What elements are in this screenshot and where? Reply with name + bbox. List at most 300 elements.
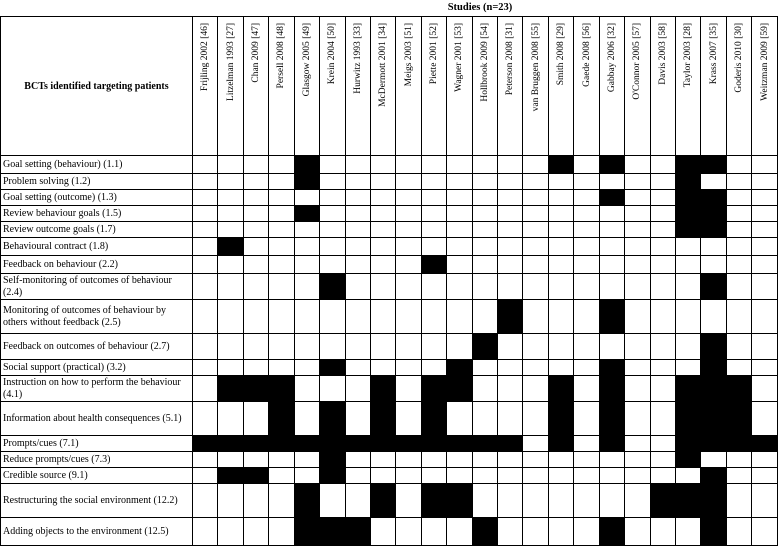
- cell-empty: [726, 156, 751, 174]
- cell-empty: [421, 206, 446, 222]
- bct-label: Review outcome goals (1.7): [1, 222, 193, 238]
- cell-filled: [676, 436, 701, 452]
- cell-empty: [498, 274, 523, 300]
- cell-filled: [447, 360, 472, 376]
- cell-filled: [676, 156, 701, 174]
- cell-empty: [396, 518, 421, 546]
- cell-empty: [218, 256, 243, 274]
- cell-empty: [676, 334, 701, 360]
- bct-label: Self-monitoring of outcomes of behaviour (2.4): [1, 274, 193, 300]
- table-row: [1, 206, 778, 222]
- cell-filled: [447, 436, 472, 452]
- cell-empty: [752, 376, 778, 402]
- cell-empty: [676, 468, 701, 484]
- study-column-header: [370, 17, 395, 156]
- cell-filled: [294, 206, 319, 222]
- cell-empty: [421, 238, 446, 256]
- cell-empty: [650, 436, 675, 452]
- table-row: [1, 190, 778, 206]
- cell-empty: [498, 376, 523, 402]
- cell-empty: [548, 452, 573, 468]
- cell-empty: [345, 300, 370, 334]
- cell-empty: [472, 256, 497, 274]
- bct-label: Reduce prompts/cues (7.3): [1, 452, 193, 468]
- cell-filled: [701, 360, 726, 376]
- cell-empty: [574, 174, 599, 190]
- cell-empty: [599, 484, 624, 518]
- cell-empty: [498, 360, 523, 376]
- study-column-header: [472, 17, 497, 156]
- table-row: [1, 222, 778, 238]
- cell-empty: [574, 436, 599, 452]
- cell-filled: [294, 484, 319, 518]
- studies-count-label: Studies (n=23): [447, 2, 513, 13]
- cell-empty: [599, 206, 624, 222]
- cell-empty: [625, 334, 650, 360]
- cell-empty: [370, 334, 395, 360]
- cell-filled: [701, 518, 726, 546]
- bct-label: Monitoring of outcomes of behaviour by others without feedback (2.5): [1, 300, 193, 334]
- cell-empty: [574, 484, 599, 518]
- study-column-header: [625, 17, 650, 156]
- cell-empty: [345, 376, 370, 402]
- cell-empty: [625, 190, 650, 206]
- cell-empty: [421, 360, 446, 376]
- study-column-header: [447, 17, 472, 156]
- cell-empty: [498, 256, 523, 274]
- cell-filled: [548, 376, 573, 402]
- cell-empty: [625, 206, 650, 222]
- cell-filled: [599, 402, 624, 436]
- cell-empty: [294, 238, 319, 256]
- cell-empty: [498, 190, 523, 206]
- cell-empty: [396, 174, 421, 190]
- cell-filled: [243, 436, 268, 452]
- cell-filled: [599, 156, 624, 174]
- cell-empty: [447, 518, 472, 546]
- cell-filled: [548, 436, 573, 452]
- cell-filled: [650, 484, 675, 518]
- cell-empty: [548, 206, 573, 222]
- cell-filled: [701, 222, 726, 238]
- cell-empty: [192, 190, 217, 206]
- cell-empty: [498, 452, 523, 468]
- bct-column-title: BCTs identified targeting patients: [1, 17, 193, 156]
- cell-empty: [269, 518, 294, 546]
- cell-empty: [345, 402, 370, 436]
- cell-empty: [370, 174, 395, 190]
- cell-empty: [243, 518, 268, 546]
- cell-filled: [243, 468, 268, 484]
- cell-empty: [320, 174, 345, 190]
- cell-empty: [548, 222, 573, 238]
- cell-filled: [269, 376, 294, 402]
- cell-empty: [192, 468, 217, 484]
- cell-empty: [192, 256, 217, 274]
- cell-empty: [574, 468, 599, 484]
- cell-empty: [574, 156, 599, 174]
- cell-filled: [599, 436, 624, 452]
- cell-empty: [599, 468, 624, 484]
- cell-filled: [421, 436, 446, 452]
- cell-empty: [370, 274, 395, 300]
- study-column-header: [548, 17, 573, 156]
- cell-empty: [370, 360, 395, 376]
- cell-empty: [472, 190, 497, 206]
- cell-empty: [447, 402, 472, 436]
- cell-empty: [625, 436, 650, 452]
- cell-empty: [243, 484, 268, 518]
- study-column-header: [599, 17, 624, 156]
- cell-filled: [370, 376, 395, 402]
- cell-empty: [370, 256, 395, 274]
- cell-empty: [243, 206, 268, 222]
- cell-empty: [243, 300, 268, 334]
- cell-empty: [396, 484, 421, 518]
- table-row: [1, 468, 778, 484]
- study-name: Davis 2003 [58]: [657, 23, 668, 85]
- bct-label: Goal setting (behaviour) (1.1): [1, 156, 193, 174]
- cell-filled: [726, 436, 751, 452]
- cell-filled: [370, 436, 395, 452]
- cell-empty: [294, 222, 319, 238]
- cell-empty: [498, 174, 523, 190]
- cell-empty: [192, 376, 217, 402]
- cell-empty: [650, 518, 675, 546]
- cell-filled: [676, 206, 701, 222]
- cell-filled: [269, 436, 294, 452]
- cell-empty: [676, 300, 701, 334]
- cell-filled: [548, 402, 573, 436]
- cell-empty: [726, 334, 751, 360]
- cell-empty: [752, 334, 778, 360]
- cell-empty: [243, 256, 268, 274]
- cell-filled: [294, 174, 319, 190]
- study-name: McDermott 2001 [34]: [378, 23, 389, 107]
- cell-empty: [625, 238, 650, 256]
- bct-label: Adding objects to the environment (12.5): [1, 518, 193, 546]
- cell-empty: [447, 452, 472, 468]
- bct-label: Prompts/cues (7.1): [1, 436, 193, 452]
- table-row: [1, 274, 778, 300]
- cell-empty: [345, 274, 370, 300]
- table-row: [1, 518, 778, 546]
- bct-label: Social support (practical) (3.2): [1, 360, 193, 376]
- cell-empty: [269, 190, 294, 206]
- cell-empty: [447, 256, 472, 274]
- cell-empty: [726, 174, 751, 190]
- cell-filled: [345, 518, 370, 546]
- cell-empty: [701, 452, 726, 468]
- cell-empty: [370, 300, 395, 334]
- cell-empty: [523, 222, 548, 238]
- cell-empty: [752, 452, 778, 468]
- cell-empty: [574, 452, 599, 468]
- study-column-header: [421, 17, 446, 156]
- cell-filled: [472, 436, 497, 452]
- bct-table-body: [1, 156, 778, 546]
- cell-empty: [218, 360, 243, 376]
- study-name: Glasgow 2005 [49]: [301, 23, 312, 97]
- cell-empty: [269, 468, 294, 484]
- cell-filled: [218, 376, 243, 402]
- cell-empty: [726, 222, 751, 238]
- cell-empty: [752, 238, 778, 256]
- study-header-row: [1, 17, 778, 156]
- cell-empty: [498, 156, 523, 174]
- cell-empty: [548, 274, 573, 300]
- bct-label: Instruction on how to perform the behaviour (4.1): [1, 376, 193, 402]
- cell-empty: [243, 402, 268, 436]
- study-column-header: [218, 17, 243, 156]
- cell-empty: [625, 300, 650, 334]
- cell-empty: [523, 360, 548, 376]
- cell-filled: [701, 334, 726, 360]
- cell-empty: [625, 360, 650, 376]
- cell-empty: [472, 452, 497, 468]
- study-name: Chan 2009 [47]: [251, 23, 262, 83]
- cell-empty: [574, 334, 599, 360]
- cell-filled: [701, 274, 726, 300]
- cell-empty: [498, 518, 523, 546]
- cell-empty: [752, 156, 778, 174]
- cell-empty: [548, 238, 573, 256]
- cell-empty: [345, 468, 370, 484]
- cell-empty: [574, 376, 599, 402]
- cell-empty: [345, 452, 370, 468]
- cell-empty: [523, 334, 548, 360]
- cell-filled: [676, 174, 701, 190]
- cell-empty: [370, 468, 395, 484]
- cell-empty: [752, 256, 778, 274]
- cell-empty: [599, 222, 624, 238]
- cell-empty: [548, 256, 573, 274]
- study-column-header: [701, 17, 726, 156]
- cell-empty: [523, 256, 548, 274]
- cell-filled: [320, 436, 345, 452]
- cell-empty: [192, 360, 217, 376]
- cell-empty: [523, 468, 548, 484]
- cell-empty: [192, 174, 217, 190]
- cell-empty: [676, 518, 701, 546]
- study-name: Hurwitz 1993 [33]: [352, 23, 363, 94]
- cell-empty: [472, 484, 497, 518]
- table-row: [1, 300, 778, 334]
- cell-filled: [599, 518, 624, 546]
- cell-empty: [294, 452, 319, 468]
- cell-empty: [421, 156, 446, 174]
- cell-filled: [701, 468, 726, 484]
- cell-empty: [370, 190, 395, 206]
- study-name: Litzelman 1993 [27]: [225, 23, 236, 102]
- cell-empty: [192, 274, 217, 300]
- study-name: Taylor 2003 [28]: [683, 23, 694, 88]
- cell-empty: [523, 484, 548, 518]
- cell-empty: [294, 256, 319, 274]
- study-name: Gabbay 2006 [32]: [606, 23, 617, 93]
- cell-empty: [345, 222, 370, 238]
- cell-empty: [650, 452, 675, 468]
- cell-empty: [320, 190, 345, 206]
- cell-empty: [599, 256, 624, 274]
- cell-empty: [472, 206, 497, 222]
- cell-empty: [421, 452, 446, 468]
- cell-empty: [243, 274, 268, 300]
- cell-empty: [726, 518, 751, 546]
- cell-filled: [701, 436, 726, 452]
- cell-empty: [447, 300, 472, 334]
- cell-empty: [523, 402, 548, 436]
- cell-empty: [599, 452, 624, 468]
- cell-filled: [421, 376, 446, 402]
- study-name: O'Connor 2005 [57]: [632, 23, 643, 100]
- cell-empty: [726, 484, 751, 518]
- cell-empty: [599, 334, 624, 360]
- cell-empty: [650, 334, 675, 360]
- cell-empty: [548, 468, 573, 484]
- cell-empty: [243, 222, 268, 238]
- cell-empty: [269, 300, 294, 334]
- cell-empty: [345, 256, 370, 274]
- cell-empty: [269, 156, 294, 174]
- cell-empty: [472, 156, 497, 174]
- cell-empty: [472, 174, 497, 190]
- bct-label: Review behaviour goals (1.5): [1, 206, 193, 222]
- cell-empty: [625, 376, 650, 402]
- cell-empty: [574, 360, 599, 376]
- cell-empty: [574, 274, 599, 300]
- table-row: [1, 436, 778, 452]
- cell-empty: [421, 222, 446, 238]
- cell-empty: [396, 222, 421, 238]
- cell-empty: [625, 156, 650, 174]
- cell-empty: [218, 174, 243, 190]
- cell-empty: [345, 484, 370, 518]
- cell-empty: [726, 468, 751, 484]
- cell-empty: [523, 300, 548, 334]
- cell-empty: [421, 190, 446, 206]
- cell-empty: [218, 484, 243, 518]
- cell-filled: [599, 190, 624, 206]
- cell-empty: [498, 206, 523, 222]
- cell-filled: [447, 376, 472, 402]
- cell-empty: [243, 174, 268, 190]
- cell-empty: [421, 518, 446, 546]
- cell-empty: [523, 206, 548, 222]
- cell-empty: [625, 452, 650, 468]
- cell-empty: [752, 174, 778, 190]
- cell-empty: [498, 484, 523, 518]
- bct-label: Goal setting (outcome) (1.3): [1, 190, 193, 206]
- cell-filled: [701, 206, 726, 222]
- cell-empty: [548, 518, 573, 546]
- cell-filled: [192, 436, 217, 452]
- cell-filled: [472, 334, 497, 360]
- cell-empty: [726, 300, 751, 334]
- cell-filled: [548, 156, 573, 174]
- cell-empty: [548, 300, 573, 334]
- cell-filled: [320, 402, 345, 436]
- cell-empty: [752, 300, 778, 334]
- cell-empty: [752, 484, 778, 518]
- cell-empty: [498, 334, 523, 360]
- cell-filled: [345, 436, 370, 452]
- cell-empty: [650, 300, 675, 334]
- cell-empty: [396, 206, 421, 222]
- cell-empty: [523, 190, 548, 206]
- cell-empty: [701, 256, 726, 274]
- cell-empty: [192, 484, 217, 518]
- cell-empty: [726, 274, 751, 300]
- cell-empty: [294, 190, 319, 206]
- cell-filled: [218, 238, 243, 256]
- cell-filled: [447, 484, 472, 518]
- study-column-header: [320, 17, 345, 156]
- cell-empty: [523, 156, 548, 174]
- cell-empty: [243, 190, 268, 206]
- cell-filled: [498, 300, 523, 334]
- cell-empty: [650, 222, 675, 238]
- cell-empty: [701, 300, 726, 334]
- cell-empty: [269, 274, 294, 300]
- cell-empty: [192, 222, 217, 238]
- cell-empty: [447, 222, 472, 238]
- cell-filled: [701, 484, 726, 518]
- cell-filled: [701, 402, 726, 436]
- cell-empty: [523, 238, 548, 256]
- cell-filled: [676, 376, 701, 402]
- cell-empty: [548, 174, 573, 190]
- cell-empty: [701, 174, 726, 190]
- cell-empty: [472, 274, 497, 300]
- cell-empty: [320, 206, 345, 222]
- cell-empty: [218, 156, 243, 174]
- cell-empty: [752, 190, 778, 206]
- cell-empty: [370, 518, 395, 546]
- cell-filled: [676, 484, 701, 518]
- cell-filled: [421, 484, 446, 518]
- cell-empty: [320, 256, 345, 274]
- cell-empty: [447, 468, 472, 484]
- bct-label: Restructuring the social environment (12.2): [1, 484, 193, 518]
- cell-empty: [650, 376, 675, 402]
- cell-empty: [523, 452, 548, 468]
- cell-filled: [294, 436, 319, 452]
- cell-empty: [548, 190, 573, 206]
- cell-empty: [218, 274, 243, 300]
- cell-empty: [625, 402, 650, 436]
- cell-empty: [192, 334, 217, 360]
- study-column-header: [192, 17, 217, 156]
- cell-empty: [523, 518, 548, 546]
- cell-empty: [548, 360, 573, 376]
- cell-empty: [243, 452, 268, 468]
- cell-filled: [320, 274, 345, 300]
- cell-empty: [218, 334, 243, 360]
- cell-empty: [269, 174, 294, 190]
- cell-empty: [421, 274, 446, 300]
- cell-empty: [726, 206, 751, 222]
- cell-filled: [421, 402, 446, 436]
- study-name: van Bruggen 2008 [55]: [530, 23, 541, 112]
- cell-empty: [294, 360, 319, 376]
- study-name: Persell 2008 [48]: [276, 23, 287, 89]
- study-name: Krass 2007 [35]: [708, 23, 719, 85]
- table-row: [1, 484, 778, 518]
- study-name: Piette 2001 [52]: [428, 23, 439, 85]
- study-name: Wagner 2001 [53]: [454, 23, 465, 92]
- cell-empty: [269, 452, 294, 468]
